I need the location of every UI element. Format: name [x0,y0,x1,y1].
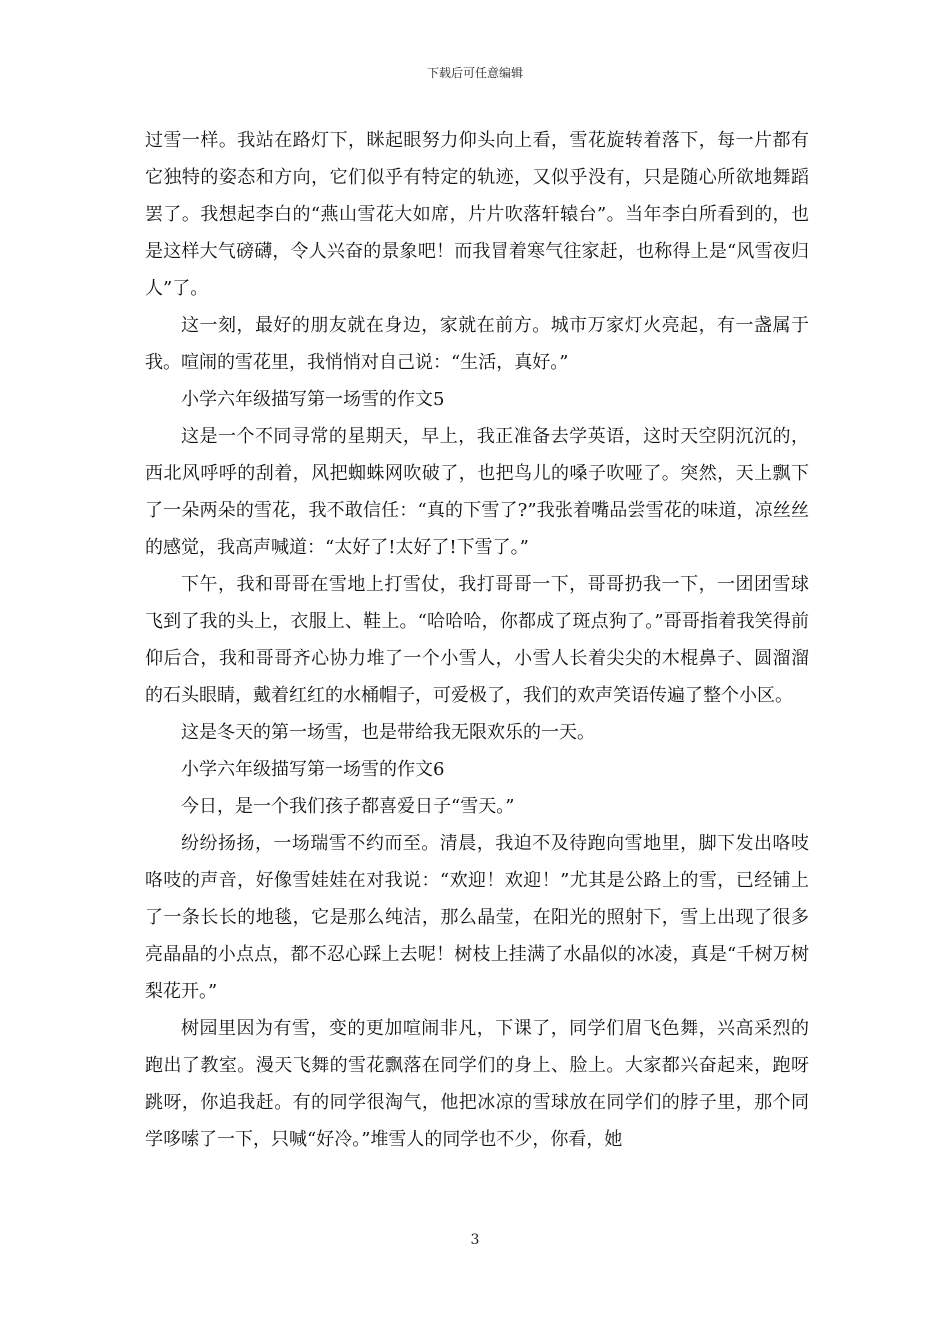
paragraph: 纷纷扬扬，一场瑞雪不约而至。清晨，我迫不及待跑向雪地里，脚下发出咯吱咯吱的声音，好像雪娃娃在对我说：“欢迎！欢迎！”尤其是公路上的雪，已经铺上了一条长长的地毯，它是那么纯洁，那么晶莹，在阳光的照射下，雪上出现了很多亮晶晶的小点点，都不忍心踩上去呢！树枝上挂满了水晶似的冰凌，真是“千树万树梨花开。” [145,833,809,1002]
page-number: 3 [470,1232,480,1248]
paragraph: 下午，我和哥哥在雪地上打雪仗，我打哥哥一下，哥哥扔我一下，一团团雪球飞到了我的头上，衣服上、鞋上。“哈哈哈，你都成了斑点狗了。”哥哥指着我笑得前仰后合，我和哥哥齐心协力堆了一个小雪人，小雪人长着尖尖的木棍鼻子、圆溜溜的石头眼睛，戴着红红的水桶帽子，可爱极了，我们的欢声笑语传遍了整个小区。 [145,574,809,706]
section-heading: 小学六年级描写第一场雪的作文5 [181,389,445,410]
paragraph: 树园里因为有雪，变的更加喧闹非凡，下课了，同学们眉飞色舞，兴高采烈的跑出了教室。漫天飞舞的雪花飘落在同学们的身上、脸上。大家都兴奋起来，跑呀跳呀，你追我赶。有的同学很淘气，他把冰凉的雪球放在同学们的脖子里，那个同学哆嗦了一下，只喊“好冷。”堆雪人的同学也不少，你看，她 [145,1018,809,1150]
paragraph: 这是一个不同寻常的星期天，早上，我正准备去学英语，这时天空阴沉沉的，西北风呼呼的刮着，风把蜘蛛网吹破了，也把鸟儿的嗓子吹哑了。突然，天上飘下了一朵两朵的雪花，我不敢信任：“真的下雪了?”我张着嘴品尝雪花的味道，凉丝丝的感觉，我高声喊道：“太好了!太好了!下雪了。” [145,426,809,558]
paragraph: 过雪一样。我站在路灯下，眯起眼努力仰头向上看，雪花旋转着落下，每一片都有它独特的姿态和方向，它们似乎有特定的轨迹，又似乎没有，只是随心所欲地舞蹈罢了。我想起李白的“燕山雪花大如席，片片吹落轩辕台”。当年李白所看到的，也是这样大气磅礴，令人兴奋的景象吧！而我冒着寒气往家赶，也称得上是“风雪夜归人”了。 [145,130,809,299]
paragraph: 这一刻，最好的朋友就在身边，家就在前方。城市万家灯火亮起，有一盏属于我。喧闹的雪花里，我悄悄对自己说：“生活，真好。” [145,315,809,373]
body-text [145,122,809,1158]
page-header: 下载后可任意编辑 [426,66,523,80]
paragraph: 今日，是一个我们孩子都喜爱日子“雪天。” [181,796,515,817]
section-heading: 小学六年级描写第一场雪的作文6 [181,759,445,780]
paragraph: 这是冬天的第一场雪，也是带给我无限欢乐的一天。 [181,722,595,743]
